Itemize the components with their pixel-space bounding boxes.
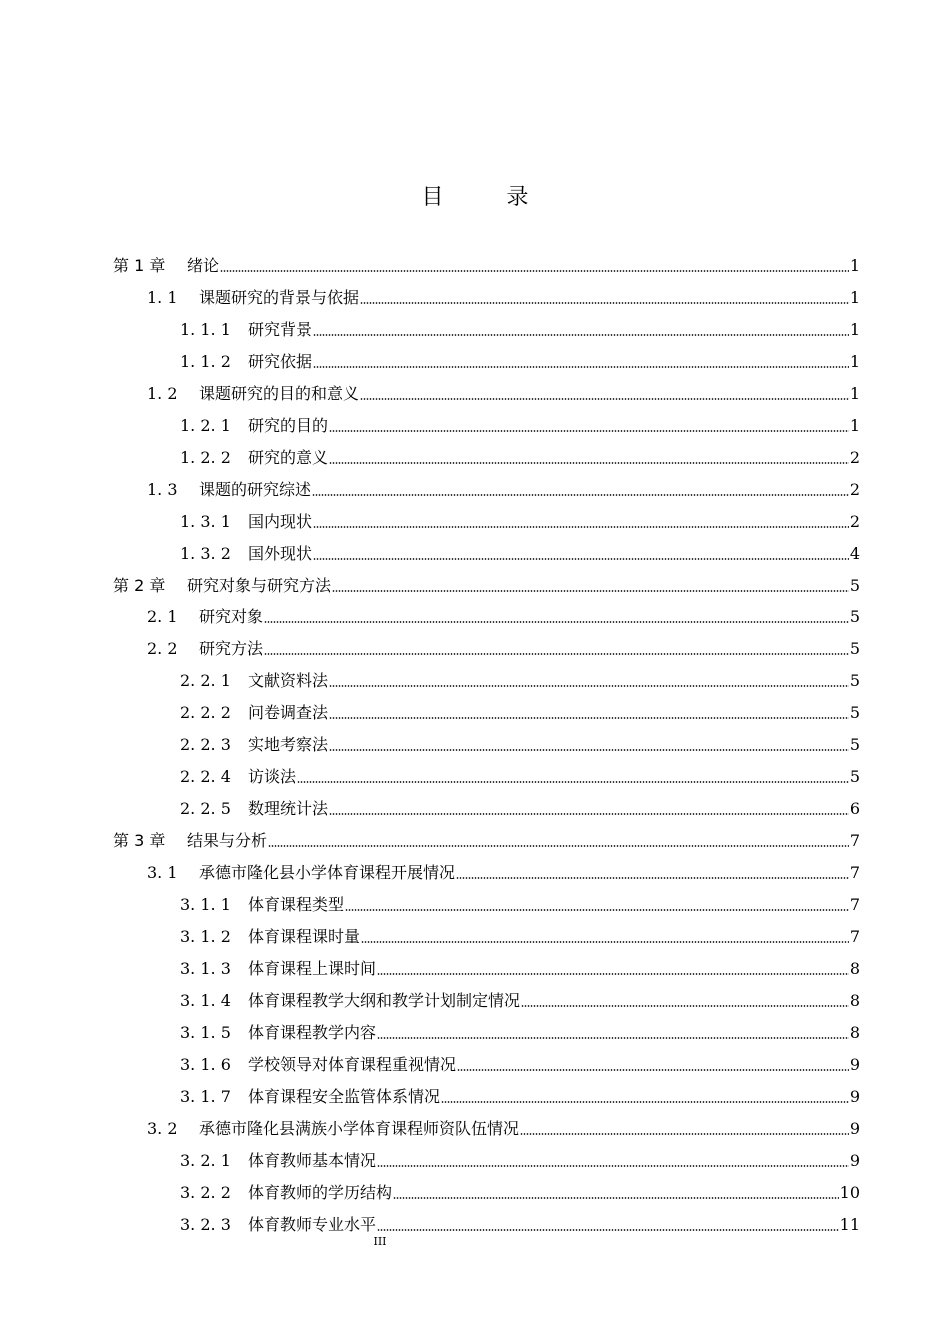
toc-dot-leader	[521, 1005, 849, 1007]
toc-dot-leader	[264, 653, 849, 655]
toc-entry-title: 国外现状	[248, 543, 313, 563]
toc-entry-title: 课题的研究综述	[199, 479, 312, 499]
toc-entry-number: 2. 1	[147, 607, 178, 627]
toc-entry-number: 1. 2. 1	[180, 415, 231, 435]
toc-entry-number: 第 1 章	[113, 256, 166, 275]
toc-entry-title: 研究的意义	[248, 447, 329, 467]
toc-entry-number: 3. 1	[147, 863, 178, 883]
toc-entry-page: 8	[849, 1022, 860, 1042]
toc-dot-leader	[329, 685, 849, 687]
toc-entry-number: 2. 2	[147, 639, 178, 659]
toc-dot-leader	[456, 877, 849, 879]
toc-entry[interactable]	[0, 1011, 860, 1043]
toc-dot-leader	[377, 1037, 849, 1039]
toc-entry-number: 2. 2. 3	[180, 735, 231, 755]
toc-entry-number: 2. 2. 2	[180, 703, 231, 723]
toc-entry-label	[180, 352, 313, 372]
toc-entry-page: 7	[849, 831, 860, 851]
toc-dot-leader	[313, 526, 849, 528]
toc-entry[interactable]	[0, 500, 860, 532]
toc-entry-title: 研究对象与研究方法	[187, 575, 332, 595]
toc-dot-leader	[329, 462, 849, 464]
toc-entry[interactable]	[0, 436, 860, 468]
toc-entry-title: 实地考察法	[248, 735, 329, 755]
toc-entry-number: 2. 2. 5	[180, 799, 231, 819]
toc-entry-label	[147, 607, 264, 627]
toc-dot-leader	[313, 366, 849, 368]
toc-entry-number: 3. 1. 5	[180, 1022, 231, 1042]
toc-entry-page: 7	[849, 863, 860, 883]
toc-entry-title: 承德市隆化县满族小学体育课程师资队伍情况	[199, 1118, 520, 1138]
toc-entry-page: 5	[849, 735, 860, 755]
toc-entry-number: 1. 3. 2	[180, 543, 231, 563]
toc-entry-title: 结果与分析	[187, 831, 268, 851]
toc-entry-number: 1. 1. 2	[180, 351, 231, 371]
toc-entry-number: 3. 1. 7	[180, 1086, 231, 1106]
toc-entry-page: 10	[839, 1182, 860, 1202]
page-title: 目 录	[421, 185, 557, 210]
toc-entry-label	[180, 1215, 377, 1235]
toc-entry-title: 学校领导对体育课程重视情况	[248, 1054, 457, 1074]
toc-entry-title: 研究的目的	[248, 415, 329, 435]
toc-entry-label	[180, 927, 361, 947]
toc-entry-title: 研究依据	[248, 351, 313, 371]
toc-entry-number: 1. 1. 1	[180, 319, 231, 339]
toc-entry-label	[180, 1151, 377, 1171]
toc-entry-label	[147, 639, 264, 659]
toc-entry-number: 3. 2. 2	[180, 1182, 231, 1202]
toc-entry-title: 体育课程教学内容	[248, 1022, 377, 1042]
toc-entry-title: 文献资料法	[248, 671, 329, 691]
toc-dot-leader	[441, 1101, 849, 1103]
toc-entry-label	[180, 1023, 377, 1043]
toc-entry-title: 研究对象	[199, 607, 264, 627]
toc-entry-label	[180, 544, 313, 564]
toc-entry-page: 2	[849, 511, 860, 531]
toc-entry-title: 体育课程安全监管体系情况	[248, 1086, 441, 1106]
toc-dot-leader	[220, 270, 849, 272]
toc-entry-title: 体育课程教学大纲和教学计划制定情况	[248, 990, 521, 1010]
toc-entry-label	[180, 959, 377, 979]
toc-dot-leader	[457, 1069, 849, 1071]
toc-dot-leader	[329, 749, 849, 751]
toc-dot-leader	[329, 717, 849, 719]
toc-entry-page: 8	[849, 958, 860, 978]
toc-entry-label	[180, 895, 345, 915]
toc-entry-title: 研究背景	[248, 319, 313, 339]
toc-entry[interactable]	[0, 372, 860, 404]
toc-entry-page: 5	[849, 607, 860, 627]
toc-entry[interactable]	[0, 532, 860, 564]
toc-entry-label	[180, 671, 329, 691]
toc-dot-leader	[377, 1229, 839, 1231]
toc-entry[interactable]	[0, 979, 860, 1011]
toc-entry[interactable]	[0, 659, 860, 691]
toc-entry-label	[180, 1183, 393, 1203]
toc-entry[interactable]	[0, 691, 860, 723]
toc-entry-page: 5	[849, 703, 860, 723]
toc-entry-number: 3. 2. 1	[180, 1150, 231, 1170]
toc-entry[interactable]	[0, 1107, 860, 1139]
toc-entry[interactable]	[0, 276, 860, 308]
toc-entry-label	[113, 831, 268, 851]
toc-entry-title: 国内现状	[248, 511, 313, 531]
toc-entry-label	[180, 703, 329, 723]
toc-entry-page: 7	[849, 895, 860, 914]
toc-entry-page: 7	[849, 926, 860, 946]
toc-entry-number: 1. 3	[147, 479, 178, 499]
toc-entry-label	[147, 384, 360, 404]
toc-entry[interactable]	[0, 1203, 860, 1235]
toc-entry-label	[147, 480, 312, 500]
toc-dot-leader	[393, 1197, 839, 1199]
toc-entry-title: 体育课程上课时间	[248, 958, 377, 978]
toc-entry-label	[180, 1087, 441, 1107]
toc-entry-number: 1. 2	[147, 383, 178, 403]
toc-entry-title: 数理统计法	[248, 799, 329, 819]
toc-entry[interactable]	[0, 883, 860, 915]
toc-entry-number: 2. 2. 4	[180, 767, 231, 787]
toc-entry-label	[180, 320, 313, 340]
toc-entry-page: 5	[849, 671, 860, 691]
toc-entry-number: 1. 1	[147, 287, 178, 307]
toc-entry[interactable]	[0, 1075, 860, 1107]
toc-entry[interactable]	[0, 308, 860, 340]
toc-entry-page: 1	[849, 287, 860, 307]
toc-entry-title: 体育课程课时量	[248, 926, 361, 946]
toc-entry-number: 第 3 章	[113, 831, 166, 851]
toc-entry-label	[180, 512, 313, 532]
toc-entry-title: 课题研究的目的和意义	[199, 383, 360, 403]
toc-entry-page: 2	[849, 447, 860, 467]
toc-dot-leader	[313, 558, 849, 560]
toc-entry-title: 访谈法	[248, 767, 297, 787]
toc-entry[interactable]	[0, 723, 860, 755]
toc-entry-number: 第 2 章	[113, 575, 166, 595]
page-number-footer: III	[373, 1235, 387, 1248]
toc-dot-leader	[360, 302, 849, 304]
toc-dot-leader	[268, 845, 849, 847]
toc-entry-number: 3. 2. 3	[180, 1214, 231, 1234]
toc-entry-page: 9	[849, 1086, 860, 1106]
toc-entry[interactable]	[0, 404, 860, 436]
toc-entry[interactable]	[0, 915, 860, 947]
toc-entry-title: 绪论	[187, 256, 220, 275]
toc-dot-leader	[332, 590, 849, 592]
toc-entry-page: 4	[849, 543, 860, 563]
toc-entry-number: 3. 1. 3	[180, 958, 231, 978]
toc-dot-leader	[264, 621, 849, 623]
toc-entry[interactable]	[0, 564, 860, 596]
toc-entry-label	[147, 863, 456, 883]
toc-entry-page: 11	[839, 1214, 860, 1234]
toc-entry-title: 承德市隆化县小学体育课程开展情况	[199, 863, 456, 883]
toc-entry-label	[180, 767, 297, 787]
toc-entry-number: 3. 2	[147, 1118, 178, 1138]
toc-entry-page: 5	[849, 575, 860, 595]
toc-entry[interactable]	[0, 595, 860, 627]
toc-entry-title: 研究方法	[199, 639, 264, 659]
toc-entry-label	[180, 416, 329, 436]
toc-entry-page: 9	[849, 1150, 860, 1170]
toc-dot-leader	[313, 334, 849, 336]
toc-dot-leader	[361, 941, 849, 943]
toc-entry-title: 体育教师专业水平	[248, 1214, 377, 1234]
toc-entry-page: 1	[849, 256, 860, 275]
toc-entry-page: 8	[849, 990, 860, 1010]
toc-dot-leader	[312, 494, 849, 496]
toc-entry-page: 1	[849, 319, 860, 339]
toc-entry[interactable]	[0, 947, 860, 979]
toc-entry-page: 9	[849, 1054, 860, 1074]
toc-entry-label	[113, 576, 332, 596]
toc-entry-page: 5	[849, 639, 860, 659]
toc-entry-label	[147, 288, 360, 308]
toc-entry-label	[180, 448, 329, 468]
toc-entry[interactable]	[0, 819, 860, 851]
toc-entry-title: 体育课程类型	[248, 895, 345, 914]
toc-dot-leader	[329, 430, 849, 432]
toc-entry-number: 3. 1. 1	[180, 895, 231, 914]
toc-entry-label	[147, 1119, 520, 1139]
toc-entry[interactable]	[0, 1171, 860, 1203]
toc-entry-number: 3. 1. 4	[180, 990, 231, 1010]
toc-entry-number: 3. 1. 6	[180, 1054, 231, 1074]
toc-dot-leader	[297, 781, 849, 783]
toc-entry[interactable]	[0, 244, 860, 276]
toc-entry[interactable]	[0, 755, 860, 787]
toc-dot-leader	[520, 1133, 849, 1135]
toc-entry-label	[113, 256, 220, 276]
toc-entry-label	[180, 799, 329, 819]
toc-entry[interactable]	[0, 787, 860, 819]
toc-entry[interactable]	[0, 468, 860, 500]
toc-entry-title: 体育教师基本情况	[248, 1150, 377, 1170]
toc-dot-leader	[377, 1165, 849, 1167]
toc-dot-leader	[345, 909, 849, 911]
toc-entry-page: 9	[849, 1118, 860, 1138]
toc-entry-label	[180, 1055, 457, 1075]
toc-entry-page: 1	[849, 415, 860, 435]
toc-entry-number: 3. 1. 2	[180, 926, 231, 946]
toc-entry[interactable]	[0, 1139, 860, 1171]
toc-entry[interactable]	[0, 627, 860, 659]
toc-entry-label	[180, 735, 329, 755]
toc-entry[interactable]	[0, 340, 860, 372]
toc-entry-title: 体育教师的学历结构	[248, 1182, 393, 1202]
toc-entry[interactable]	[0, 851, 860, 883]
toc-entry-page: 1	[849, 383, 860, 403]
toc-entry-label	[180, 991, 521, 1011]
toc-entry-page: 2	[849, 479, 860, 499]
toc-entry-page: 6	[849, 799, 860, 819]
toc-entry[interactable]	[0, 1043, 860, 1075]
toc-entry-page: 5	[849, 767, 860, 787]
toc-entry-title: 问卷调查法	[248, 703, 329, 723]
toc-entry-title: 课题研究的背景与依据	[199, 287, 360, 307]
toc-entry-number: 1. 2. 2	[180, 447, 231, 467]
toc-dot-leader	[377, 973, 849, 975]
toc-entry-number: 1. 3. 1	[180, 511, 231, 531]
toc-dot-leader	[360, 398, 849, 400]
toc-dot-leader	[329, 813, 849, 815]
toc-entry-page: 1	[849, 351, 860, 371]
toc-entry-number: 2. 2. 1	[180, 671, 231, 691]
